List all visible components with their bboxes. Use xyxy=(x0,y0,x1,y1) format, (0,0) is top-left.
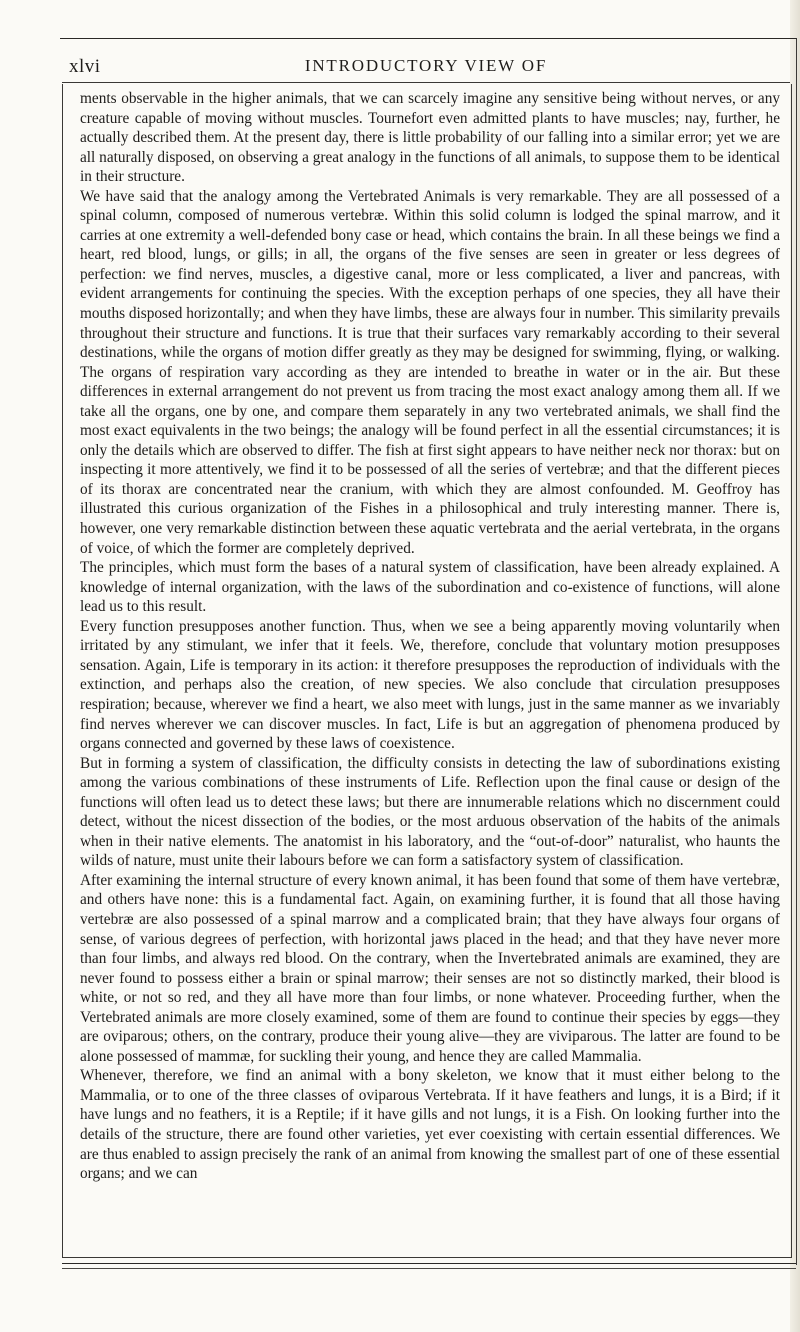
paragraph: We have said that the analogy among the Vertebrated Animals is very remarkable. They are all possessed of a spinal column, composed of numerous vertebræ. Within this solid column is lodged the spinal marrow, and it carries at one extremity a well-defended bony case or head, which contains the brain. In all these beings we find a heart, red blood, lungs, or gills; in all, the organs of the five senses are seen in greater or less degrees of perfection: we find nerves, muscles, a digestive canal, more or less complicated, a liver and pancreas, with evident arrangements for continuing the species. With the exception perhaps of one species, they all have their mouths disposed horizontally; and when they have limbs, these are always four in number. This similarity prevails throughout their structure and functions. It is true that their surfaces vary remarkably according to their several destinations, while the organs of motion differ greatly as they may be designed for swimming, flying, or walking. The organs of respiration vary according as they are intended to breathe in water or in the air. But these differences in external arrangement do not prevent us from tracing the most exact analogy among them all. If we take all the organs, one by one, and compare them separately in any two vertebrated animals, we shall find the most exact equivalents in the two beings; the analogy will be found perfect in all the essential circumstances; it is only the details which are observed to differ. The fish at first sight appears to have neither neck nor thorax: but on inspecting it more attentively, we find it to be possessed of all the series of vertebræ; and that the different pieces of its thorax are concentrated near the cranium, with which they are almost confounded. M. Geoffroy has illustrated this curious organization of the Fishes in a philosophical and truly interesting manner. There is, however, one very remarkable distinction between these aquatic vertebrata and the aerial vertebrata, in the organs of voice, of which the former are completely deprived. xyxy=(80,187,780,557)
paragraph: ments observable in the higher animals, that we can scarcely imagine any sensitive being without nerves, or any creature capable of moving without muscles. Tournefort even admitted plants to have muscles; nay, further, he actually described them. At the present day, there is little probability of our falling into a similar error; yet we are all naturally disposed, on observing a great analogy in the functions of all animals, to suppose them to be identical in their structure. xyxy=(80,90,780,186)
paragraph: The principles, which must form the bases of a natural system of classification, have been already explained. A knowledge of internal organization, with the laws of the subordination and co-existence of functions, will alone lead us to this result. xyxy=(80,559,780,616)
page-frame-bottom-rule xyxy=(62,1263,796,1264)
paragraph: But in forming a system of classification, the difficulty consists in detecting the law of subordinations existing among the various combinations of these instruments of Life. Reflection upon the final cause or design of the functions will often lead us to detect these laws; but there are innumerable relations which no discernment could detect, without the nicest dissection of the bodies, or the most arduous observation of the habits of the animals when in their native elements. The anatomist in his laboratory, and the “out-of-door” naturalist, who haunts the wilds of nature, must unite their labours before we can form a satisfactory system of classification. xyxy=(80,754,780,870)
body-text xyxy=(80,89,780,1184)
running-title: INTRODUCTORY VIEW OF xyxy=(304,56,548,75)
page-number: xlvi xyxy=(69,56,101,77)
paragraph: Whenever, therefore, we find an animal with a bony skeleton, we know that it must either belong to the Mammalia, or to one of the three classes of oviparous Vertebrata. If it have feathers and lungs, it is a Bird; if it have lungs and no feathers, it is a Reptile; if it have gills and not lungs, it is a Fish. On looking further into the details of the structure, there are found other varieties, yet ever coexisting with certain essential differences. We are thus enabled to assign precisely the rank of an animal from knowing the smallest part of one of these essential organs; and we can xyxy=(80,1067,780,1183)
page-frame-bottom-rule-secondary xyxy=(62,1268,796,1269)
header-rule xyxy=(62,82,790,83)
paragraph: After examining the internal structure of every known animal, it has been found that some of them have vertebræ, and others have none: this is a fundamental fact. Again, on examining further, it is found that all those having vertebræ are also possessed of a spinal marrow and a complicated brain; that they have always four organs of sense, of various degrees of perfection, with horizontal jaws placed in the head; and that they have never more than four limbs, and always red blood. On the contrary, when the Invertebrated animals are examined, they are never found to possess either a brain or spinal marrow; their senses are not so distinctly marked, their blood is white, or not so red, and they all have more than four limbs, or none whatever. Proceeding further, when the Vertebrated animals are more closely examined, some of them are found to continue their species by eggs—they are oviparous; others, on the contrary, produce their young alive—they are viviparous. The latter are found to be alone possessed of mammæ, for suckling their young, and hence they are called Mammalia. xyxy=(80,871,780,1065)
paragraph: Every function presupposes another function. Thus, when we see a being apparently moving voluntarily when irritated by any stimulant, we infer that it feels. We, therefore, conclude that voluntary motion presupposes sensation. Again, Life is temporary in its action: it therefore presupposes the reproduction of individuals with the extinction, and perhaps also the creation, of new species. We also conclude that circulation presupposes respiration; because, wherever we find a heart, we also meet with lungs, just in the same manner as we invariably find nerves wherever we can discover muscles. In fact, Life is but an aggregation of phenomena produced by organs connected and governed by these laws of coexistence. xyxy=(80,617,780,753)
